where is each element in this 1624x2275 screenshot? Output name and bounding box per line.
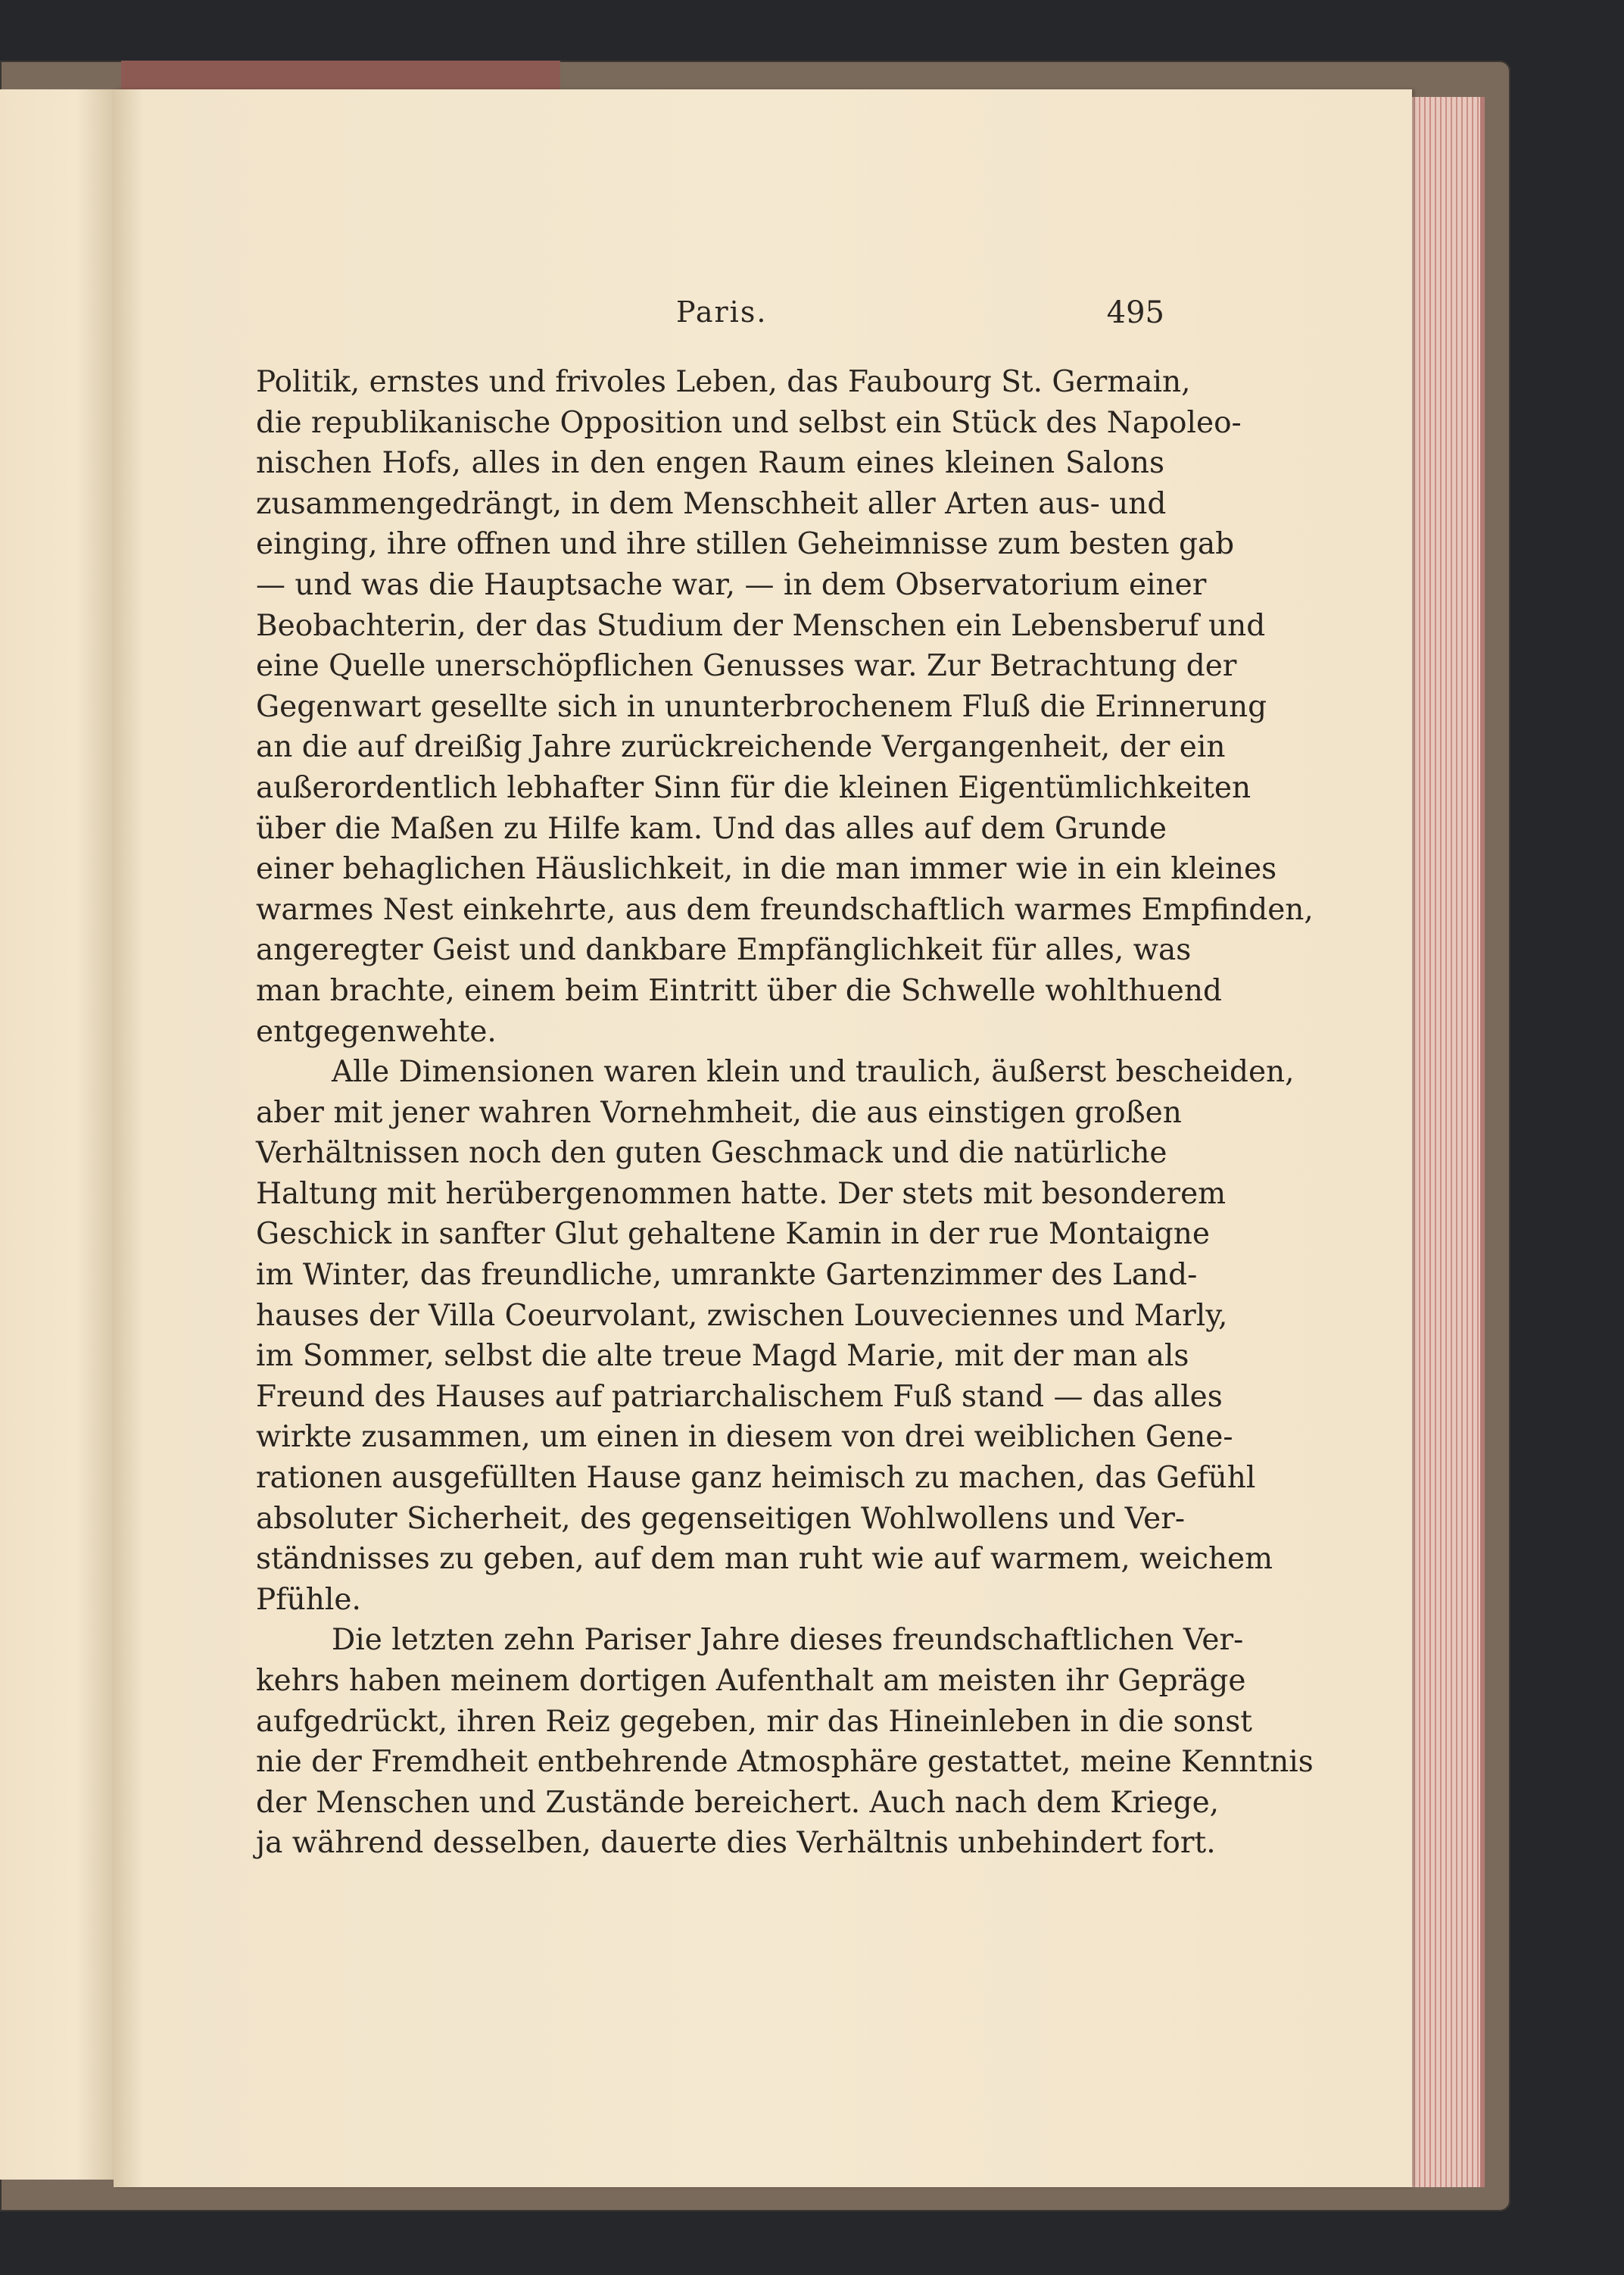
text-line: an die auf dreißig Jahre zurückreichende Vergangenheit, der ein	[256, 730, 1226, 765]
text-line: aber mit jener wahren Vornehmheit, die aus einstigen großen	[256, 1095, 1182, 1130]
text-line: ja während desselben, dauerte dies Verhältnis unbehindert fort.	[256, 1826, 1216, 1861]
text-line: nischen Hofs, alles in den engen Raum eines kleinen Salons	[256, 446, 1164, 481]
body-text	[256, 362, 1314, 1864]
text-line: Freund des Hauses auf patriarchalischem Fuß stand — das alles	[256, 1379, 1223, 1414]
text-line: außerordentlich lebhafter Sinn für die kleinen Eigentümlichkeiten	[256, 770, 1252, 805]
text-line: wirkte zusammen, um einen in diesem von drei weiblichen Gene-	[256, 1420, 1233, 1455]
text-line: rationen ausgefüllten Hause ganz heimisch zu machen, das Gefühl	[256, 1461, 1256, 1496]
text-line: Alle Dimensionen waren klein und traulich, äußerst bescheiden,	[332, 1055, 1295, 1090]
text-line: zusammengedrängt, in dem Menschheit aller Arten aus- und	[256, 486, 1167, 521]
text-line: im Sommer, selbst die alte treue Magd Marie, mit der man als	[256, 1339, 1189, 1374]
text-line: absoluter Sicherheit, des gegenseitigen Wohlwollens und Ver-	[256, 1501, 1186, 1536]
text-line: einer behaglichen Häuslichkeit, in die man immer wie in ein kleines	[256, 852, 1277, 887]
text-line: aufgedrückt, ihren Reiz gegeben, mir das Hineinleben in die sonst	[256, 1704, 1252, 1739]
text-line: ständnisses zu geben, auf dem man ruht wie auf warmem, weichem	[256, 1542, 1273, 1577]
text-line: Verhältnissen noch den guten Geschmack und die natürliche	[256, 1136, 1167, 1171]
page-edges	[1404, 97, 1485, 2187]
text-line: entgegenwehte.	[256, 1014, 497, 1049]
text-line: die republikanische Opposition und selbst ein Stück des Napoleo-	[256, 405, 1242, 440]
text-line: über die Maßen zu Hilfe kam. Und das alles auf dem Grunde	[256, 811, 1167, 846]
text-line: einging, ihre offnen und ihre stillen Geheimnisse zum besten gab	[256, 527, 1235, 562]
book-cover-spine-strip	[121, 61, 560, 91]
page-number: 495	[1106, 295, 1164, 330]
text-line: kehrs haben meinem dortigen Aufenthalt am meisten ihr Gepräge	[256, 1664, 1246, 1698]
text-line: Beobachterin, der das Studium der Menschen ein Lebensberuf und	[256, 608, 1266, 643]
left-page	[0, 89, 117, 2180]
text-line: der Menschen und Zustände bereichert. Auch nach dem Kriege,	[256, 1785, 1220, 1820]
text-line: warmes Nest einkehrte, aus dem freundschaftlich warmes Empfinden,	[256, 892, 1314, 927]
text-line: eine Quelle unerschöpflichen Genusses war. Zur Betrachtung der	[256, 649, 1237, 684]
text-line: Geschick in sanfter Glut gehaltene Kamin in der rue Montaigne	[256, 1217, 1210, 1252]
text-line: Pfühle.	[256, 1582, 361, 1617]
text-line: im Winter, das freundliche, umrankte Gartenzimmer des Land-	[256, 1258, 1198, 1293]
text-line: hauses der Villa Coeurvolant, zwischen Louveciennes und Marly,	[256, 1298, 1228, 1333]
text-line: angeregter Geist und dankbare Empfänglichkeit für alles, was	[256, 933, 1192, 968]
text-line: — und was die Hauptsache war, — in dem Observatorium einer	[256, 567, 1207, 602]
text-line: Haltung mit herübergenommen hatte. Der stets mit besonderem	[256, 1176, 1227, 1211]
text-line: man brachte, einem beim Eintritt über die Schwelle wohlthuend	[256, 973, 1222, 1008]
running-head: Paris.	[676, 295, 768, 329]
text-line: nie der Fremdheit entbehrende Atmosphäre gestattet, meine Kenntnis	[256, 1745, 1314, 1780]
text-line: Die letzten zehn Pariser Jahre dieses freundschaftlichen Ver-	[332, 1623, 1244, 1658]
text-line: Politik, ernstes und frivoles Leben, das Faubourg St. Germain,	[256, 365, 1191, 399]
text-line: Gegenwart gesellte sich in ununterbrochenem Fluß die Erinnerung	[256, 689, 1267, 724]
page-header	[256, 295, 1164, 341]
